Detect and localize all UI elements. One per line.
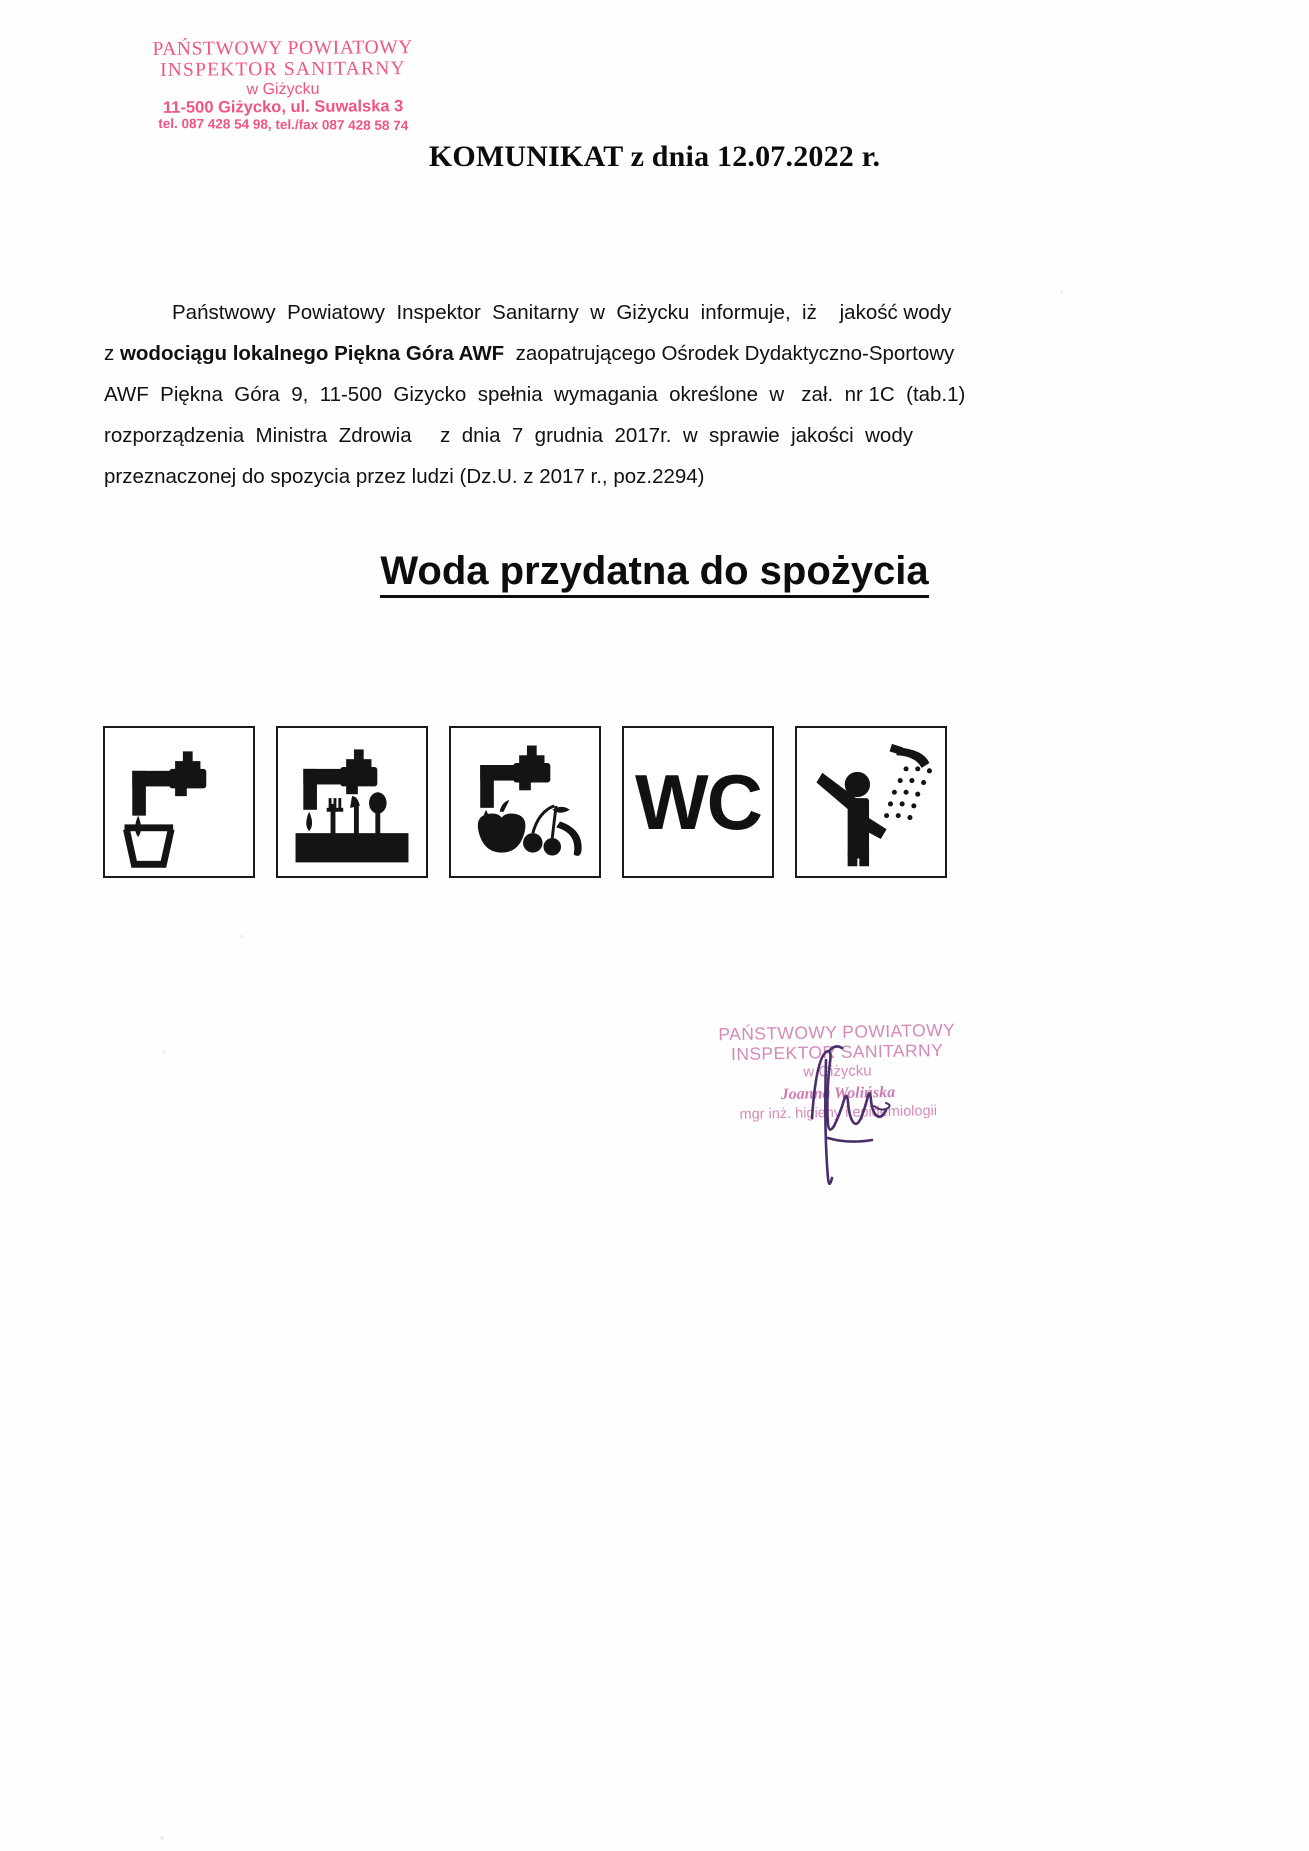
body-line-2 [104, 333, 1046, 374]
body-line-5: przeznaczonej do spozycia przez ludzi (Dz.U. z 2017 r., poz.2294) [104, 465, 705, 488]
signature-stamp-title: mgr inż. higieny i epidemiologii [739, 1102, 938, 1123]
scan-speckle [163, 1051, 166, 1054]
faucet-fruit-icon [449, 726, 601, 878]
signature-stamp-name: Joanna Wolińska [780, 1083, 896, 1103]
header-stamp-line2: INSPEKTOR SANITARNY [159, 58, 406, 81]
header-stamp-city: w Giżycku [246, 80, 320, 99]
body-paragraph [104, 292, 1046, 497]
scan-speckle [240, 935, 243, 938]
header-stamp-address: 11-500 Giżycko, ul. Suwalska 3 [162, 97, 404, 118]
verdict-heading [0, 549, 1309, 594]
scan-speckle [1060, 290, 1063, 293]
page-title: KOMUNIKAT z dnia 12.07.2022 r. [428, 140, 881, 173]
body-line-3: AWF Piękna Góra 9, 11-500 Gizycko spełnia wymagania określone w zał. nr 1C (tab.1) [104, 383, 966, 406]
verdict-heading-text: Woda przydatna do spożycia [380, 549, 928, 598]
header-stamp [118, 37, 449, 134]
signature-stamp-city: w Giżycku [803, 1062, 872, 1081]
signature-stamp-line1: PAŃSTWOWY POWIATOWY [718, 1019, 956, 1045]
wc-icon [622, 726, 774, 878]
header-stamp-phone: tel. 087 428 54 98, tel./fax 087 428 58 74 [158, 116, 409, 134]
body-line-2-waterworks: wodociągu lokalnego Piękna Góra AWF [119, 342, 505, 365]
body-line-4: rozporządzenia Ministra Zdrowia z dnia 7 grudnia 2017r. w sprawie jakości wody [104, 424, 913, 447]
wc-label: WC [635, 757, 761, 846]
faucet-glass-icon [103, 726, 255, 878]
pictogram-strip [103, 726, 1153, 878]
body-line-2-prefix: z [104, 342, 120, 365]
shower-icon [795, 726, 947, 878]
header-stamp-line1: PAŃSTWOWY POWIATOWY [152, 37, 414, 60]
body-line-1: Państwowy Powiatowy Inspektor Sanitarny w Giżycku informuje, iż jakość wody [172, 301, 952, 324]
signature-stamp-line2: INSPEKTOR SANITARNY [730, 1040, 944, 1065]
faucet-dishes-icon [276, 726, 428, 878]
signature-stamp [699, 1019, 976, 1124]
body-line-2-suffix: zaopatrującego Ośrodek Dydaktyczno-Sportowy [504, 342, 955, 365]
scan-speckle [160, 1836, 164, 1840]
